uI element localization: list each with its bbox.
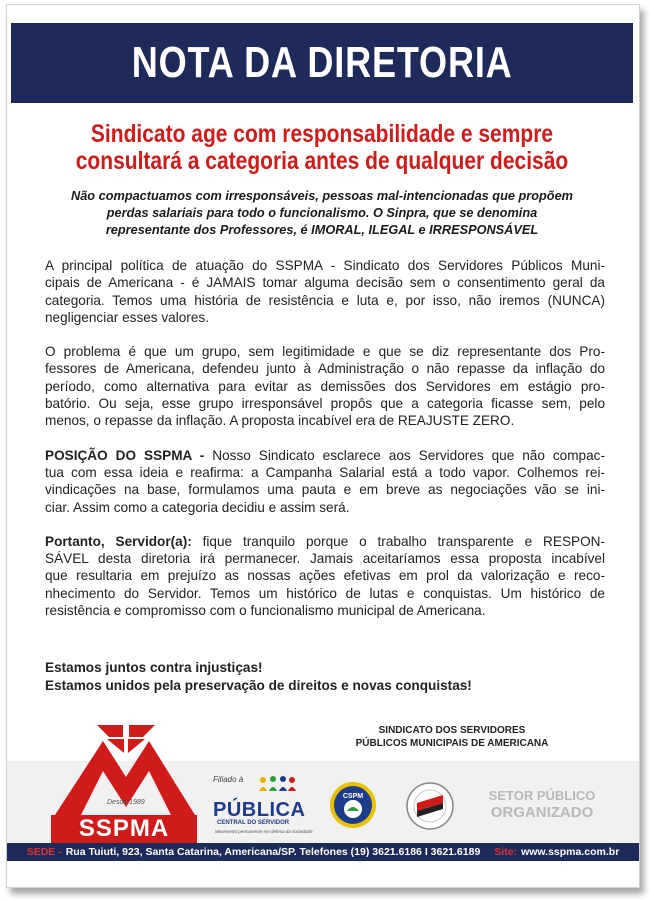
setor-line: SETOR PÚBLICO — [488, 788, 596, 803]
publica-wordmark: PÚBLICA — [213, 799, 306, 821]
title-banner — [11, 23, 633, 103]
publica-affiliated-label: Filiado à — [213, 775, 244, 784]
subheadline — [37, 187, 607, 238]
subheadline-line: Não compactuamos com irresponsáveis, pessoas mal-intencionadas que propõem — [71, 188, 573, 203]
body-line: batório. Ou seja, esse grupo irresponsável propôs que a categoria ficasse sem, pelo — [45, 396, 605, 412]
body-line: menos, o repasse da inflação. A proposta incabível era de REAJUSTE ZERO. — [45, 413, 515, 429]
setor-publico-mark — [477, 787, 607, 821]
body-line: tua com essa ideia e reafirma: a Campanha Salarial está a todo vapor. Colhemos rei- — [45, 464, 605, 480]
headline-line: consultará a categoria antes de qualquer decisão — [75, 147, 569, 175]
closing-line: Estamos juntos contra injustiças! — [45, 660, 263, 675]
publica-figures-icon — [257, 775, 297, 793]
paragraph-4 — [45, 533, 605, 619]
footer-site-label: Site: — [494, 846, 518, 858]
body-line: período, como alternativa para evitar as demissões dos Servidores em estágio pro- — [45, 378, 605, 394]
body-line: fessores de Americana, defendeu junto à Administração o não repasse da inflação do — [45, 361, 605, 377]
body-line: cipais de Americana - é JAMAIS tomar alguma decisão sem o consentimento geral da — [45, 275, 605, 291]
cspm-seal-label: CSPM — [342, 793, 364, 800]
body-line-text: fique tranquilo porque o trabalho transparente e RESPON- — [191, 533, 605, 549]
closing-line: Estamos unidos pela preservação de direitos e novas conquistas! — [45, 678, 472, 693]
footer-address: Rua Tuiuti, 923, Santa Catarina, Americana/SP. Telefones (19) 3621.6186 I 3621.6189 — [65, 846, 481, 858]
paragraph-lead: Portanto, Servidor(a): — [45, 533, 192, 549]
organization-line: SINDICATO DOS SERVIDORES — [378, 725, 526, 736]
setor-line: ORGANIZADO — [490, 804, 594, 821]
page-title: NOTA DA DIRETORIA — [131, 38, 513, 87]
body-line: resistência e compromisso com o funcionalismo municipal de Americana. — [45, 603, 486, 619]
document-page — [6, 4, 640, 888]
footer-sede-label: SEDE - — [26, 846, 62, 858]
body-line: que resultaria em prejuízo as nossas ações efetivas em prol da valorização e reco- — [45, 568, 605, 584]
body-line — [45, 447, 605, 464]
sspma-since: Desde 1989 — [107, 799, 145, 806]
publica-tagline: Movimento permanente em defesa da sociedade — [215, 829, 313, 834]
closing-statement — [45, 659, 605, 695]
body-line: vindicações na base, formulamos uma pauta e em breve as negociações vão se ini- — [45, 482, 605, 498]
organization-line: PÚBLICOS MUNICIPAIS DE AMERICANA — [355, 738, 549, 749]
body-line: SÁVEL desta diretoria irá permanecer. Jamais aceitaríamos essa proposta incabível — [45, 551, 605, 567]
federation-seal-icon — [405, 781, 455, 831]
paragraph-lead: POSIÇÃO DO SSPMA - — [45, 447, 205, 463]
footer-bar — [7, 843, 639, 861]
body-line: nhecimento do Servidor. Temos um histórico de lutas e conquistas. Um histórico de — [45, 585, 605, 601]
body-line: categoria. Temos uma história de resistência e luta e, por isso, não iremos (NUNCA) — [45, 292, 605, 308]
body-line: A principal política de atuação do SSPMA - Sindicato dos Servidores Públicos Muni- — [45, 258, 605, 273]
paragraph-1 — [45, 257, 605, 326]
publica-subtitle: CENTRAL DO SERVIDOR — [217, 820, 290, 826]
body-line: ciar. Assim como a categoria decidiu e assim será. — [45, 499, 350, 515]
subheadline-line: perdas salariais para todo o funcionalismo. O Sinpra, que se denomina — [106, 205, 538, 220]
footer-site-link[interactable]: www.sspma.com.br — [521, 846, 620, 858]
paragraph-3 — [45, 447, 605, 516]
body-line-text: Nosso Sindicato esclarece aos Servidores que não compac- — [204, 447, 605, 463]
cspm-seal-icon — [329, 781, 377, 829]
body-line — [45, 533, 605, 550]
sspma-wordmark: SSPMA — [51, 815, 197, 843]
organization-signature — [337, 724, 567, 750]
body-text — [45, 257, 605, 636]
headline — [17, 121, 627, 175]
subheadline-line: representante dos Professores, é IMORAL, ILEGAL e IRRESPONSÁVEL — [105, 222, 539, 237]
body-line: O problema é que um grupo, sem legitimidade e que se diz representante dos Pro- — [45, 344, 605, 360]
body-line: negligenciar esses valores. — [45, 309, 209, 325]
paragraph-2 — [45, 343, 605, 429]
headline-line: Sindicato age com responsabilidade e sempre — [90, 120, 554, 148]
